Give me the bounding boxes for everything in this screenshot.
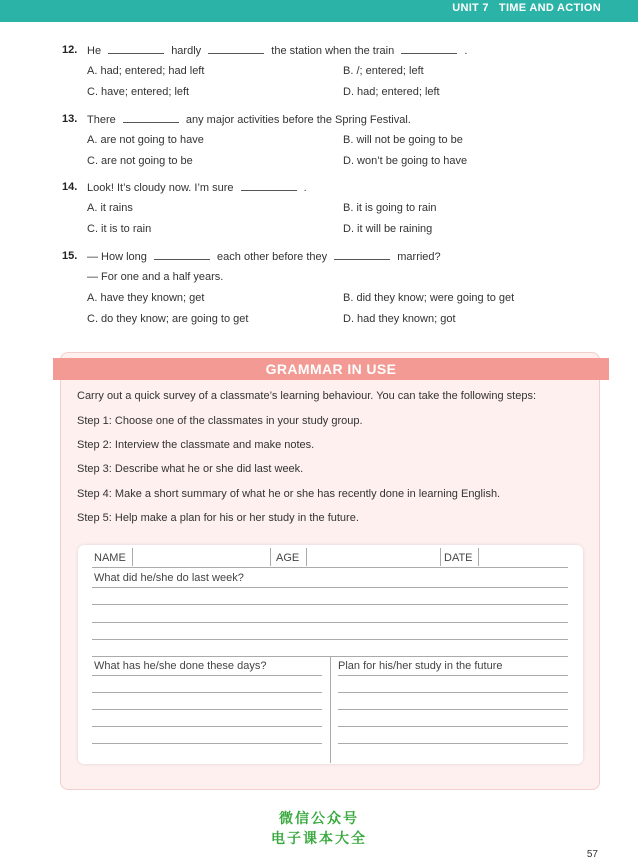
option-c: C. are not going to be	[87, 155, 193, 167]
writing-line[interactable]	[92, 587, 568, 588]
question-number: 15.	[62, 250, 78, 262]
writing-line[interactable]	[338, 743, 568, 744]
survey-form	[78, 545, 583, 764]
step-4: Step 4: Make a short summary of what he or she has recently done in learning English.	[77, 488, 501, 500]
option-a: A. are not going to have	[87, 134, 204, 146]
divider	[306, 548, 307, 566]
watermark-line-2: 电子课本大全	[271, 831, 367, 847]
option-d: D. had; entered; left	[343, 86, 440, 98]
unit-number: UNIT 7	[452, 2, 489, 14]
question-text: any major activities before the Spring Festival.	[185, 114, 411, 126]
page-number: 57	[586, 849, 598, 860]
writing-line[interactable]	[92, 622, 568, 623]
writing-line[interactable]	[338, 726, 568, 727]
question-number: 14.	[62, 181, 78, 193]
writing-line[interactable]	[92, 743, 322, 744]
writing-line[interactable]	[92, 604, 568, 605]
option-d: D. won’t be going to have	[343, 155, 468, 167]
answer-blank[interactable]	[241, 181, 297, 191]
question-text: married?	[397, 251, 441, 263]
name-field-line[interactable]	[92, 567, 568, 568]
answer-blank[interactable]	[108, 44, 164, 54]
age-label: AGE	[276, 552, 300, 564]
answer-blank[interactable]	[208, 44, 264, 54]
question-number: 12.	[62, 44, 78, 56]
dialogue-answer: — For one and a half years.	[87, 271, 224, 283]
writing-line[interactable]	[338, 709, 568, 710]
option-a: A. had; entered; had left	[87, 65, 205, 77]
question-text: each other before they	[217, 251, 328, 263]
writing-line[interactable]	[92, 709, 322, 710]
question-text: .	[303, 182, 307, 194]
option-c: C. have; entered; left	[87, 86, 190, 98]
question-text: Look! It’s cloudy now. I’m sure	[87, 182, 234, 194]
writing-line[interactable]	[92, 692, 322, 693]
question-text: the station when the train	[271, 45, 395, 57]
answer-blank[interactable]	[123, 113, 179, 123]
option-b: B. did they know; were going to get	[343, 292, 515, 304]
step-1: Step 1: Choose one of the classmates in your study group.	[77, 415, 363, 427]
writing-line[interactable]	[92, 726, 322, 727]
question-text: hardly	[171, 45, 202, 57]
writing-line[interactable]	[92, 639, 568, 640]
divider	[132, 548, 133, 566]
these-days-label: What has he/she done these days?	[94, 660, 267, 672]
step-5: Step 5: Help make a plan for his or her study in the future.	[77, 512, 359, 524]
option-a: A. have they known; get	[87, 292, 205, 304]
divider	[478, 548, 479, 566]
writing-line[interactable]	[338, 692, 568, 693]
last-week-label: What did he/she do last week?	[94, 572, 244, 584]
name-label: NAME	[94, 552, 126, 564]
section-title: GRAMMAR IN USE	[265, 361, 397, 377]
plan-label: Plan for his/her study in the future	[338, 660, 503, 672]
watermark-line-1: 微信公众号	[279, 811, 359, 827]
option-b: B. /; entered; left	[343, 65, 424, 77]
option-c: C. do they know; are going to get	[87, 313, 249, 325]
option-c: C. it is to rain	[87, 223, 152, 235]
answer-blank[interactable]	[401, 44, 457, 54]
question-text: .	[464, 45, 468, 57]
step-3: Step 3: Describe what he or she did last week.	[77, 463, 304, 475]
divider	[270, 548, 271, 566]
answer-blank[interactable]	[154, 250, 210, 260]
unit-title: TIME AND ACTION	[498, 2, 601, 14]
divider	[440, 548, 441, 566]
option-b: B. it is going to rain	[343, 202, 437, 214]
option-d: D. it will be raining	[343, 223, 433, 235]
question-number: 13.	[62, 113, 78, 125]
grammar-intro: Carry out a quick survey of a classmate’s learning behaviour. You can take the following steps:	[77, 390, 537, 402]
unit-header	[452, 2, 601, 14]
step-2: Step 2: Interview the classmate and make notes.	[77, 439, 315, 451]
question-text: There	[87, 114, 116, 126]
question-text: He	[87, 45, 102, 57]
question-text: — How long	[87, 251, 147, 263]
option-d: D. had they known; got	[343, 313, 456, 325]
writing-line[interactable]	[92, 675, 322, 676]
writing-line[interactable]	[338, 675, 568, 676]
date-label: DATE	[444, 552, 473, 564]
column-divider	[330, 656, 331, 763]
option-b: B. will not be going to be	[343, 134, 463, 146]
answer-blank[interactable]	[334, 250, 390, 260]
option-a: A. it rains	[87, 202, 133, 214]
